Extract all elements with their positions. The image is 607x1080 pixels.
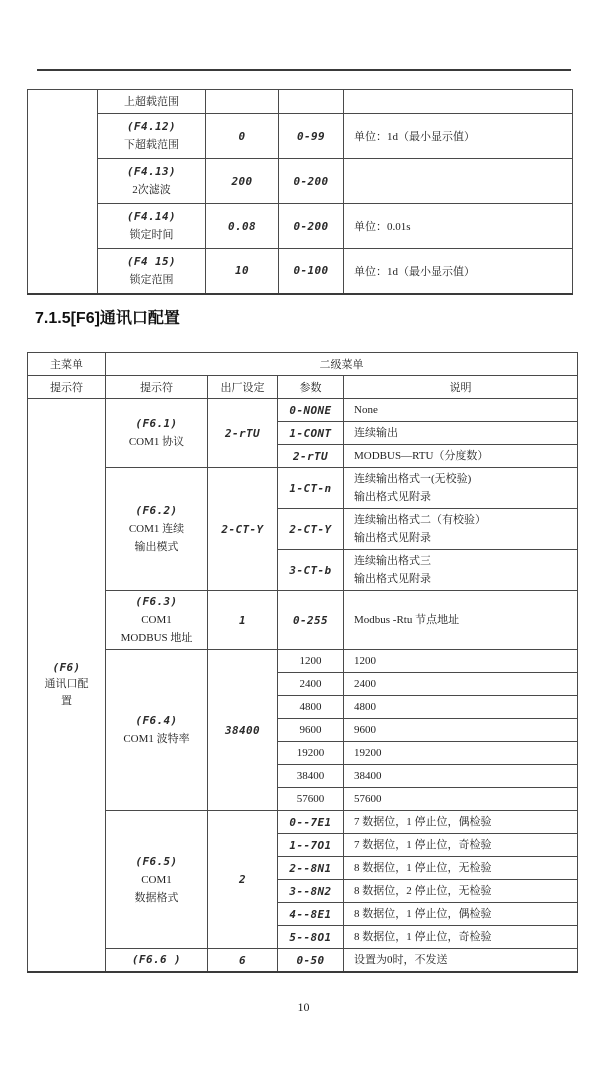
parameter-table-f6 bbox=[27, 352, 578, 973]
description-line: 连续输出格式三 bbox=[354, 555, 431, 567]
param-value: 5--8O1 bbox=[278, 926, 344, 949]
prompt-code: (F4 15) bbox=[126, 254, 177, 268]
param-range-value: 0-100 bbox=[279, 249, 344, 294]
factory-default-value: 1 bbox=[208, 591, 278, 650]
description-line: 8 数据位，2 停止位，无检验 bbox=[354, 885, 492, 897]
prompt-cell bbox=[106, 811, 208, 949]
factory-default-value: 0 bbox=[206, 114, 279, 159]
prompt-label: MODBUS 地址 bbox=[120, 632, 193, 644]
main-menu-cell bbox=[28, 399, 106, 973]
prompt-code: (F6.6 ) bbox=[131, 953, 182, 966]
description-line: 输出格式见附录 bbox=[354, 532, 431, 544]
description-cell bbox=[344, 788, 578, 811]
description-cell: 单位：1d（最小显示值） bbox=[344, 249, 573, 294]
param-value: 1200 bbox=[278, 650, 344, 673]
description-cell: 单位：0.01s bbox=[344, 204, 573, 249]
header-prompt: 提示符 bbox=[106, 376, 208, 399]
param-value: 3-CT-b bbox=[278, 550, 344, 591]
param-value: 19200 bbox=[278, 742, 344, 765]
description-cell bbox=[344, 926, 578, 949]
description-line: None bbox=[354, 404, 378, 416]
description-cell bbox=[344, 903, 578, 926]
prompt-cell bbox=[98, 90, 206, 114]
param-value: 1--7O1 bbox=[278, 834, 344, 857]
table-row bbox=[28, 114, 573, 159]
param-range-value: 0-200 bbox=[279, 204, 344, 249]
prompt-cell bbox=[106, 650, 208, 811]
prompt-code: (F6.4) bbox=[135, 714, 178, 727]
factory-default-value: 2-rTU bbox=[208, 399, 278, 468]
description-line: 连续输出格式一(无校验) bbox=[354, 473, 472, 485]
prompt-cell bbox=[106, 949, 208, 973]
description-line: 9600 bbox=[354, 724, 376, 736]
param-value: 0-NONE bbox=[278, 399, 344, 422]
description-line: 输出格式见附录 bbox=[354, 573, 431, 585]
header-param: 参数 bbox=[278, 376, 344, 399]
prompt-label: COM1 bbox=[141, 614, 172, 626]
description-line: 设置为0时，不发送 bbox=[354, 954, 448, 966]
description-cell bbox=[344, 949, 578, 973]
param-value: 0-255 bbox=[278, 591, 344, 650]
description-cell bbox=[344, 591, 578, 650]
description-cell bbox=[344, 719, 578, 742]
param-value: 2--8N1 bbox=[278, 857, 344, 880]
description-line: 7 数据位，1 停止位，偶检验 bbox=[354, 816, 492, 828]
description-cell bbox=[344, 696, 578, 719]
prompt-label: 数据格式 bbox=[134, 891, 179, 904]
table-row bbox=[28, 399, 578, 422]
param-value: 4--8E1 bbox=[278, 903, 344, 926]
prompt-label: COM1 bbox=[141, 873, 172, 886]
prompt-label: COM1 协议 bbox=[128, 436, 185, 448]
description-cell bbox=[344, 880, 578, 903]
description-cell bbox=[344, 159, 573, 204]
param-value: 2-CT-Y bbox=[278, 509, 344, 550]
param-value: 0-50 bbox=[278, 949, 344, 973]
description-cell: 单位：1d（最小显示值） bbox=[344, 114, 573, 159]
header-description: 说明 bbox=[344, 376, 578, 399]
prompt-cell bbox=[98, 204, 206, 249]
table-row bbox=[28, 811, 578, 834]
header-row-columns bbox=[28, 376, 578, 399]
description-cell bbox=[344, 399, 578, 422]
table-row bbox=[28, 204, 573, 249]
prompt-code: (F6.1) bbox=[135, 417, 178, 430]
prompt-cell bbox=[98, 159, 206, 204]
description-cell bbox=[344, 422, 578, 445]
factory-default-value: 2 bbox=[208, 811, 278, 949]
description-line: 57600 bbox=[354, 793, 382, 805]
prompt-code: (F6.2) bbox=[135, 504, 178, 517]
description-cell bbox=[344, 765, 578, 788]
description-cell bbox=[344, 550, 578, 591]
table2-body bbox=[28, 399, 578, 973]
description-cell bbox=[344, 857, 578, 880]
prompt-cell bbox=[106, 468, 208, 591]
description-line: 2400 bbox=[354, 678, 376, 690]
description-line: MODBUS—RTU（分度数） bbox=[354, 450, 489, 462]
header-prompt-main: 提示符 bbox=[28, 376, 106, 399]
main-menu-label: 通讯口配置 bbox=[44, 677, 89, 707]
table-row bbox=[28, 591, 578, 650]
prompt-code: (F6.3) bbox=[135, 595, 178, 608]
param-value: 2400 bbox=[278, 673, 344, 696]
param-value: 2-rTU bbox=[278, 445, 344, 468]
section-heading: 7.1.5[F6]通讯口配置 bbox=[35, 310, 180, 327]
description-cell bbox=[344, 90, 573, 114]
table-row bbox=[28, 90, 573, 114]
param-value: 1-CT-n bbox=[278, 468, 344, 509]
param-range-value: 0-99 bbox=[279, 114, 344, 159]
header-rule bbox=[37, 69, 571, 71]
prompt-cell bbox=[98, 114, 206, 159]
table1-body bbox=[28, 90, 573, 294]
table2-header bbox=[28, 353, 578, 399]
param-value: 3--8N2 bbox=[278, 880, 344, 903]
table-row bbox=[28, 249, 573, 294]
factory-default-value: 200 bbox=[206, 159, 279, 204]
description-line: 输出格式见附录 bbox=[354, 491, 431, 503]
factory-default-value: 10 bbox=[206, 249, 279, 294]
description-line: 8 数据位，1 停止位，偶检验 bbox=[354, 908, 492, 920]
description-cell bbox=[344, 445, 578, 468]
description-line: 1200 bbox=[354, 655, 376, 667]
prompt-label: 锁定范围 bbox=[129, 273, 174, 286]
main-menu-code: (F6) bbox=[52, 660, 81, 674]
param-value: 57600 bbox=[278, 788, 344, 811]
description-line: 7 数据位，1 停止位，奇检验 bbox=[354, 839, 492, 851]
param-value: 9600 bbox=[278, 719, 344, 742]
factory-default-value: 38400 bbox=[208, 650, 278, 811]
table-row bbox=[28, 159, 573, 204]
prompt-code: (F4.13) bbox=[126, 165, 177, 178]
description-cell bbox=[344, 673, 578, 696]
prompt-label: 上超载范围 bbox=[124, 95, 179, 108]
prompt-label: COM1 连续 bbox=[128, 523, 185, 535]
description-cell bbox=[344, 509, 578, 550]
header-sub-menu: 二级菜单 bbox=[106, 353, 578, 376]
param-range-value: 0-200 bbox=[279, 159, 344, 204]
param-value: 4800 bbox=[278, 696, 344, 719]
prompt-code: (F6.5) bbox=[135, 854, 178, 868]
description-cell bbox=[344, 811, 578, 834]
param-range-value bbox=[279, 90, 344, 114]
prompt-cell bbox=[106, 399, 208, 468]
table-row bbox=[28, 468, 578, 509]
header-main-menu: 主菜单 bbox=[28, 353, 106, 376]
description-line: Modbus -Rtu 节点地址 bbox=[354, 614, 460, 626]
description-line: 连续输出 bbox=[354, 427, 398, 439]
description-line: 38400 bbox=[354, 770, 382, 782]
description-line: 19200 bbox=[354, 747, 382, 759]
prompt-label: 锁定时间 bbox=[129, 229, 174, 241]
prompt-label: COM1 波特率 bbox=[123, 733, 190, 745]
prompt-cell bbox=[106, 591, 208, 650]
description-line: 8 数据位，1 停止位，奇检验 bbox=[354, 931, 492, 943]
page-number: 10 bbox=[297, 1000, 310, 1014]
prompt-code: (F4.12) bbox=[126, 120, 177, 133]
prompt-cell bbox=[98, 249, 206, 294]
table-row bbox=[28, 949, 578, 973]
description-cell bbox=[344, 468, 578, 509]
header-factory-default: 出厂设定 bbox=[208, 376, 278, 399]
header-row-menus bbox=[28, 353, 578, 376]
param-value: 0--7E1 bbox=[278, 811, 344, 834]
prompt-label: 下超载范围 bbox=[124, 139, 179, 151]
factory-default-value: 6 bbox=[208, 949, 278, 973]
description-line: 8 数据位，1 停止位，无检验 bbox=[354, 862, 492, 874]
factory-default-value: 0.08 bbox=[206, 204, 279, 249]
parameter-table-f4 bbox=[27, 89, 573, 295]
description-line: 4800 bbox=[354, 701, 376, 713]
prompt-code: (F4.14) bbox=[126, 210, 177, 223]
param-value: 1-CONT bbox=[278, 422, 344, 445]
prompt-label: 输出模式 bbox=[134, 541, 179, 553]
factory-default-value: 2-CT-Y bbox=[208, 468, 278, 591]
factory-default-value bbox=[206, 90, 279, 114]
main-menu-cell bbox=[28, 90, 98, 294]
description-line: 连续输出格式二（有校验） bbox=[354, 514, 486, 526]
table-row bbox=[28, 650, 578, 673]
param-value: 38400 bbox=[278, 765, 344, 788]
description-cell bbox=[344, 834, 578, 857]
prompt-label: 2次滤波 bbox=[132, 184, 171, 196]
description-cell bbox=[344, 650, 578, 673]
description-cell bbox=[344, 742, 578, 765]
